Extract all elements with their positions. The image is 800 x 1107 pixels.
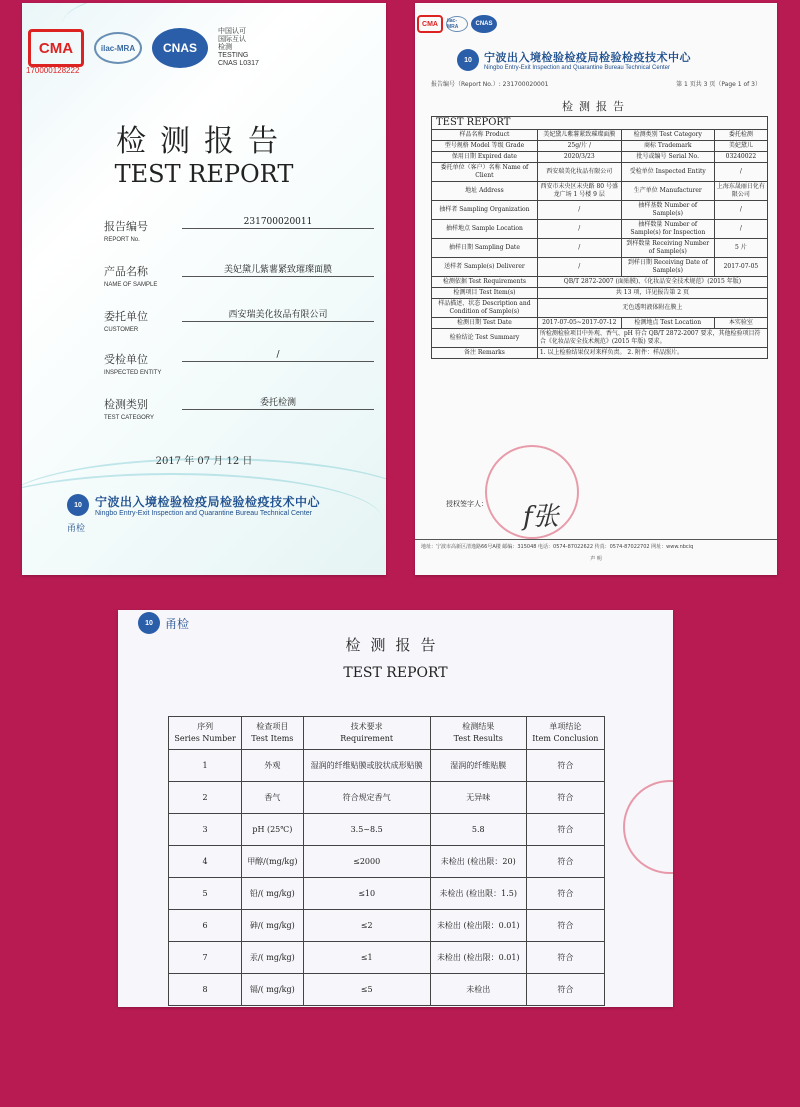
cover-title-en: TEST REPORT	[114, 160, 294, 188]
table-row	[432, 299, 768, 318]
table-cell: 检测类别 Test Category	[621, 130, 714, 141]
table-cell: 5.8	[430, 814, 526, 846]
table-cell: 送样者 Sample(s) Deliverer	[432, 258, 538, 277]
table-cell: 共 13 项，详见报告第 2 页	[537, 288, 767, 299]
table-title: TEST REPORT	[432, 117, 768, 130]
org-seal-icon: 10	[67, 494, 89, 516]
cma-number: 170000128222	[26, 66, 80, 75]
table-cell: 检测依据 Test Requirements	[432, 277, 538, 288]
table-cell: 外观	[242, 750, 303, 782]
table-cell: ≤5	[303, 974, 430, 1006]
table-cell: ≤1	[303, 942, 430, 974]
table-cell: 1	[169, 750, 242, 782]
table-cell: pH (25℃)	[242, 814, 303, 846]
table-row	[432, 130, 768, 141]
table-row	[432, 277, 768, 288]
table-row	[169, 942, 605, 974]
signature: f张	[523, 502, 559, 532]
table-cell: 商标 Trademark	[621, 141, 714, 152]
table-cell: 抽样基数 Number of Sample(s)	[621, 201, 714, 220]
table-cell: 铅/( mg/kg)	[242, 878, 303, 910]
table-cell: 检测日期 Test Date	[432, 318, 538, 329]
table-row	[169, 974, 605, 1006]
table-cell: 到样数量 Receiving Number of Sample(s)	[621, 239, 714, 258]
table-row	[169, 878, 605, 910]
table-cell: 西安瑞美化妆品有限公司	[537, 163, 621, 182]
cert-logos	[28, 28, 259, 68]
table-cell: ≤2000	[303, 846, 430, 878]
table-cell: 符合	[526, 942, 604, 974]
inspection-stamp	[623, 780, 673, 874]
table-cell: 1. 以上检验结果仅对来样负责。 2. 附件：样品照片。	[537, 348, 767, 359]
table-cell: 未检出 (检出限：20)	[430, 846, 526, 878]
table-cell: 无色透明液体附在膜上	[537, 299, 767, 318]
table-cell: 甲醇/(mg/kg)	[242, 846, 303, 878]
org-abbr: 甬检	[67, 524, 86, 534]
table-cell: 3.5~8.5	[303, 814, 430, 846]
table-cell: 湿润的纤维贴膜或胶状成形贴膜	[303, 750, 430, 782]
table-cell: 5 片	[714, 239, 767, 258]
table-cell: 03240022	[714, 152, 767, 163]
table-row	[169, 910, 605, 942]
table-cell: 符合	[526, 974, 604, 1006]
cover-page	[22, 3, 386, 575]
table-cell: 受检单位 Inspected Entity	[621, 163, 714, 182]
org-header	[67, 493, 320, 517]
table-cell: 抽样日期 Sampling Date	[432, 239, 538, 258]
table-cell: 所检测检验项目中外观、香气、pH 符合 QB/T 2872-2007 要求，其他检验项目符合《化妆品安全技术规范》(2015 年版) 要求。	[537, 329, 767, 348]
table-cell: 5	[169, 878, 242, 910]
results-table	[168, 716, 605, 1006]
table-cell: 批号或编号 Serial No.	[621, 152, 714, 163]
org-name-en: Ningbo Entry-Exit Inspection and Quarantine Bureau Technical Center	[95, 510, 312, 517]
page-number: 第 1 页共 3 页（Page 1 of 3）	[676, 81, 761, 88]
page-title-cn: 检测报告	[345, 636, 446, 654]
table-cell: /	[537, 220, 621, 239]
table-cell: QB/T 2872-2007 (面贴膜)、《化妆品安全技术规范》(2015 年版)	[537, 277, 767, 288]
table-cell: 无异味	[430, 782, 526, 814]
cnas-logo: CNAS	[152, 28, 208, 68]
table-cell: 砷/( mg/kg)	[242, 910, 303, 942]
table-cell: 7	[169, 942, 242, 974]
table-cell: 样品描述、状态 Description and Condition of Sample(s)	[432, 299, 538, 318]
org-logo	[138, 612, 189, 634]
org-seal-icon: 10	[138, 612, 160, 634]
signature-label: 授权签字人：	[446, 500, 488, 508]
table-cell: 25g/片 /	[537, 141, 621, 152]
org-seal-icon: 10	[457, 49, 479, 71]
cover-date: 2017 年 07 月 12 日	[155, 456, 253, 467]
table-row	[432, 182, 768, 201]
table-cell: 美妃黛儿紫薯紧致璀璨面膜	[537, 130, 621, 141]
field-customer: 委托单位 CUSTOMER 西安瑞美化妆品有限公司	[104, 308, 374, 333]
table-header	[169, 717, 605, 750]
org-name-en: Ningbo Entry-Exit Inspection and Quarantine Bureau Technical Center	[484, 65, 670, 71]
table-cell: 未检出 (检出限：0.01)	[430, 942, 526, 974]
table-cell: /	[537, 239, 621, 258]
table-cell: 2017-07-05~2017-07-12	[537, 318, 621, 329]
table-row	[432, 318, 768, 329]
cert-logos	[417, 15, 497, 33]
field-sample-name: 产品名称 NAME OF SAMPLE 美妃黛儿紫薯紧致璀璨面膜	[104, 263, 374, 288]
table-cell: 样品名称 Product	[432, 130, 538, 141]
table-cell: 西安市未央区未央路 80 号盛龙广场 1 号楼 9 层	[537, 182, 621, 201]
table-row	[432, 201, 768, 220]
org-name-cn: 宁波出入境检验检疫局检验检疫技术中心	[484, 51, 691, 64]
table-cell: 未检出 (检出限：0.01)	[430, 910, 526, 942]
page-footer: 地址：宁波市高新区清逸路66号A楼 邮编：315048 电话：0574-87022622 传真：0574-87022702 网址：www.nbciq	[415, 539, 777, 553]
table-cell: 检验结论 Test Summary	[432, 329, 538, 348]
table-cell: 6	[169, 910, 242, 942]
table-row	[169, 846, 605, 878]
org-name-cn: 宁波出入境检验检疫局检验检疫技术中心	[95, 495, 321, 509]
field-report-no: 报告编号 REPORT No. 231700020011	[104, 218, 374, 243]
ilac-mra-logo: ilac-MRA	[446, 16, 468, 32]
table-cell: /	[714, 220, 767, 239]
org-abbr: 甬检	[165, 616, 190, 631]
cma-logo: CMA	[417, 15, 443, 33]
table-cell: 3	[169, 814, 242, 846]
table-cell: 抽样者 Sampling Organization	[432, 201, 538, 220]
table-cell: 保用日期 Expired date	[432, 152, 538, 163]
table-cell: 符合	[526, 750, 604, 782]
table-cell: 符合	[526, 846, 604, 878]
table-row	[432, 348, 768, 359]
table-cell: 8	[169, 974, 242, 1006]
table-row	[432, 163, 768, 182]
table-row	[432, 239, 768, 258]
table-cell: /	[537, 201, 621, 220]
table-cell: 委托单位（客户）名称 Name of Client	[432, 163, 538, 182]
info-table	[431, 116, 768, 359]
table-cell: 符合规定香气	[303, 782, 430, 814]
table-cell: 湿润的纤维贴膜	[430, 750, 526, 782]
table-cell: 备注 Remarks	[432, 348, 538, 359]
table-cell: 香气	[242, 782, 303, 814]
page-footer-statement: 声 明	[590, 556, 602, 562]
table-cell: 镉/( mg/kg)	[242, 974, 303, 1006]
page-title-en: TEST REPORT	[343, 665, 448, 681]
table-cell: 美妃黛儿	[714, 141, 767, 152]
report-page-1	[415, 3, 777, 575]
table-cell: 符合	[526, 782, 604, 814]
table-row	[169, 814, 605, 846]
table-cell: 2020/3/23	[537, 152, 621, 163]
report-number: 报告编号（Report No.）: 231700020001	[431, 81, 549, 88]
table-cell: 2	[169, 782, 242, 814]
table-cell: /	[537, 258, 621, 277]
org-header	[457, 49, 691, 71]
table-cell: ≤10	[303, 878, 430, 910]
table-cell: ≤2	[303, 910, 430, 942]
table-row	[432, 220, 768, 239]
cover-title-cn: 检测报告	[116, 124, 292, 159]
table-cell: 上海东晟丽日化有限公司	[714, 182, 767, 201]
table-cell: 检测项目 Test Item(s)	[432, 288, 538, 299]
table-cell: 4	[169, 846, 242, 878]
cma-logo: CMA	[28, 29, 84, 67]
table-row	[432, 152, 768, 163]
cnas-caption: 中国认可 国际互认 检测 TESTING CNAS L0317	[218, 28, 259, 67]
table-row	[169, 782, 605, 814]
cnas-logo: CNAS	[471, 15, 497, 33]
header-cell: 技术要求 Requirement	[303, 717, 430, 750]
ilac-mra-logo: ilac-MRA	[94, 32, 142, 64]
table-row	[432, 329, 768, 348]
table-cell: 未检出 (检出限：1.5)	[430, 878, 526, 910]
table-cell: 委托检测	[714, 130, 767, 141]
table-cell: 抽样地点 Sample Location	[432, 220, 538, 239]
report-page-2	[118, 610, 673, 1007]
table-row	[432, 258, 768, 277]
table-cell: 本实验室	[714, 318, 767, 329]
table-cell: 生产单位 Manufacturer	[621, 182, 714, 201]
table-row	[432, 288, 768, 299]
table-cell: 检测地点 Test Location	[621, 318, 714, 329]
table-cell: /	[714, 163, 767, 182]
table-cell: 符合	[526, 910, 604, 942]
table-cell: 型号规格 Model 等级 Grade	[432, 141, 538, 152]
table-cell: 符合	[526, 814, 604, 846]
table-cell: 汞/( mg/kg)	[242, 942, 303, 974]
table-cell: 到样日期 Receiving Date of Sample(s)	[621, 258, 714, 277]
field-test-category: 检测类别 TEST CATEGORY 委托检测	[104, 396, 374, 421]
table-cell: 2017-07-05	[714, 258, 767, 277]
table-cell: 地址 Address	[432, 182, 538, 201]
table-cell: /	[714, 201, 767, 220]
table-row	[432, 141, 768, 152]
header-cell: 检查项目 Test Items	[242, 717, 303, 750]
field-inspected-entity: 受检单位 INSPECTED ENTITY /	[104, 351, 374, 376]
header-cell: 检测结果 Test Results	[430, 717, 526, 750]
table-row	[169, 750, 605, 782]
table-cell: 抽样数量 Number of Sample(s) for Inspection	[621, 220, 714, 239]
header-cell: 序列 Series Number	[169, 717, 242, 750]
table-cell: 符合	[526, 878, 604, 910]
table-cell: 未检出	[430, 974, 526, 1006]
header-cell: 单项结论 Item Conclusion	[526, 717, 604, 750]
page-title: 检测报告	[562, 100, 630, 113]
